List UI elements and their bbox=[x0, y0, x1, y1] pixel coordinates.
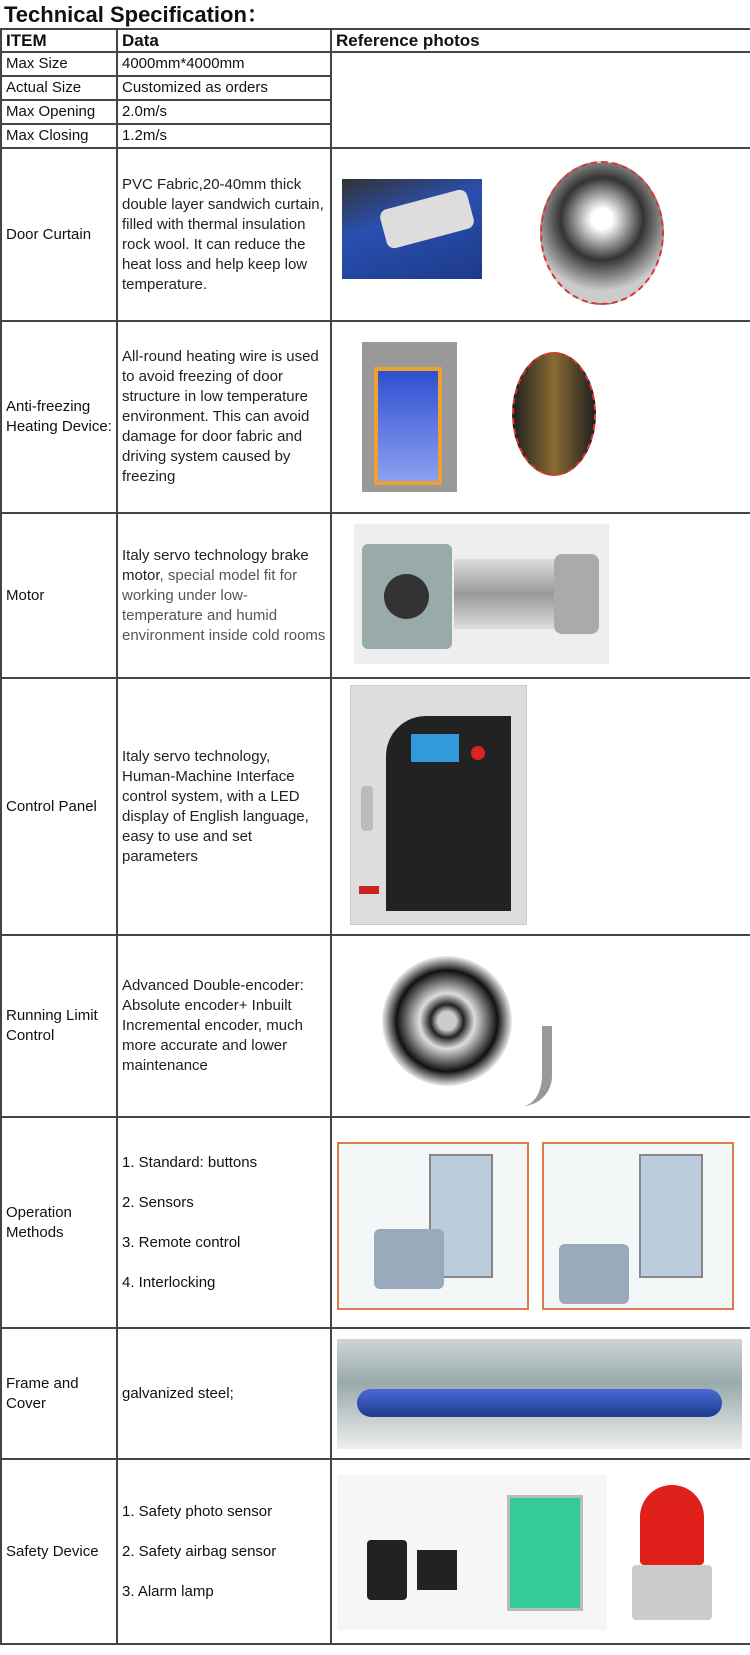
data-cell: Customized as orders bbox=[117, 76, 331, 100]
list-item: 3. Remote control bbox=[122, 1233, 241, 1251]
data-cell: 4000mm*4000mm bbox=[117, 52, 331, 76]
table-row-curtain bbox=[1, 148, 750, 321]
data-cell: PVC Fabric,20-40mm thick double layer sandwich curtain, filled with thermal insulation rock wool. It can reduce the heat loss and help keep low temperature. bbox=[117, 148, 331, 321]
data-cell: 1.2m/s bbox=[117, 124, 331, 148]
operation-list bbox=[122, 1153, 326, 1293]
data-cell: Italy servo technology, Human-Machine Interface control system, with a LED display of English language, easy to use and set parameters bbox=[117, 678, 331, 935]
header-item: ITEM bbox=[1, 29, 117, 52]
data-cell bbox=[117, 1459, 331, 1644]
photo-cell bbox=[331, 1328, 750, 1459]
list-item: 2. Sensors bbox=[122, 1193, 194, 1211]
header-photos: Reference photos bbox=[331, 29, 750, 52]
table-row-limit bbox=[1, 935, 750, 1117]
table-header-row bbox=[1, 29, 750, 52]
photo-cell bbox=[331, 148, 750, 321]
item-cell: Actual Size bbox=[1, 76, 117, 100]
photo-cell bbox=[331, 678, 750, 935]
spec-table bbox=[0, 28, 750, 1645]
item-cell: Motor bbox=[1, 513, 117, 678]
table-row-safety bbox=[1, 1459, 750, 1644]
item-cell: Max Opening bbox=[1, 100, 117, 124]
frame-cover-photo bbox=[337, 1339, 742, 1449]
photo-cell bbox=[331, 513, 750, 678]
heating-wire-photo bbox=[512, 352, 596, 476]
control-panel-photo bbox=[350, 685, 527, 925]
button-operation-illustration bbox=[337, 1142, 529, 1310]
alarm-lamp-photo bbox=[632, 1485, 712, 1625]
item-cell: Running Limit Control bbox=[1, 935, 117, 1117]
photo-cell bbox=[331, 1117, 750, 1328]
data-cell bbox=[117, 1117, 331, 1328]
table-row-control bbox=[1, 678, 750, 935]
item-cell: Anti-freezing Heating Device: bbox=[1, 321, 117, 513]
data-cell: 2.0m/s bbox=[117, 100, 331, 124]
penguin-photo bbox=[540, 161, 664, 305]
list-item: 4. Interlocking bbox=[122, 1273, 216, 1291]
item-cell: Safety Device bbox=[1, 1459, 117, 1644]
sensor-operation-illustration bbox=[542, 1142, 734, 1310]
table-row-motor bbox=[1, 513, 750, 678]
list-item: 2. Safety airbag sensor bbox=[122, 1542, 277, 1560]
data-cell: All-round heating wire is used to avoid freezing of door structure in low temperature environment. This can avoid damage for door fabric and driving system caused by freezing bbox=[117, 321, 331, 513]
data-cell: Advanced Double-encoder: Absolute encoder+ Inbuilt Incremental encoder, much more accurate and lower maintenance bbox=[117, 935, 331, 1117]
item-cell: Max Size bbox=[1, 52, 117, 76]
motor-photo bbox=[354, 524, 609, 664]
item-cell: Frame and Cover bbox=[1, 1328, 117, 1459]
data-cell: galvanized steel; bbox=[117, 1328, 331, 1459]
header-data: Data bbox=[117, 29, 331, 52]
photo-cell bbox=[331, 1459, 750, 1644]
item-cell: Control Panel bbox=[1, 678, 117, 935]
table-row-frame bbox=[1, 1328, 750, 1459]
list-item: 1. Safety photo sensor bbox=[122, 1502, 273, 1520]
data-cell bbox=[117, 513, 331, 678]
page-title: Technical Specification： bbox=[4, 2, 269, 27]
photo-cell-empty bbox=[331, 52, 750, 148]
item-cell: Operation Methods bbox=[1, 1117, 117, 1328]
photo-cell bbox=[331, 321, 750, 513]
table-row bbox=[1, 52, 750, 76]
curtain-photo bbox=[342, 179, 482, 279]
table-row-operation bbox=[1, 1117, 750, 1328]
encoder-cable bbox=[492, 1026, 552, 1106]
list-item: 3. Alarm lamp bbox=[122, 1582, 214, 1600]
table-row-heating bbox=[1, 321, 750, 513]
photo-sensor-illustration bbox=[337, 1475, 607, 1630]
door-frame-photo bbox=[362, 342, 457, 492]
item-cell: Door Curtain bbox=[1, 148, 117, 321]
list-item: 1. Standard: buttons bbox=[122, 1153, 258, 1171]
motor-text-b: , special model fit for working under low-temperature and humid environment inside cold rooms bbox=[122, 566, 326, 644]
item-cell: Max Closing bbox=[1, 124, 117, 148]
motor-text-a: Italy servo technology brake motor bbox=[122, 546, 309, 584]
photo-cell bbox=[331, 935, 750, 1117]
safety-list bbox=[122, 1502, 326, 1602]
